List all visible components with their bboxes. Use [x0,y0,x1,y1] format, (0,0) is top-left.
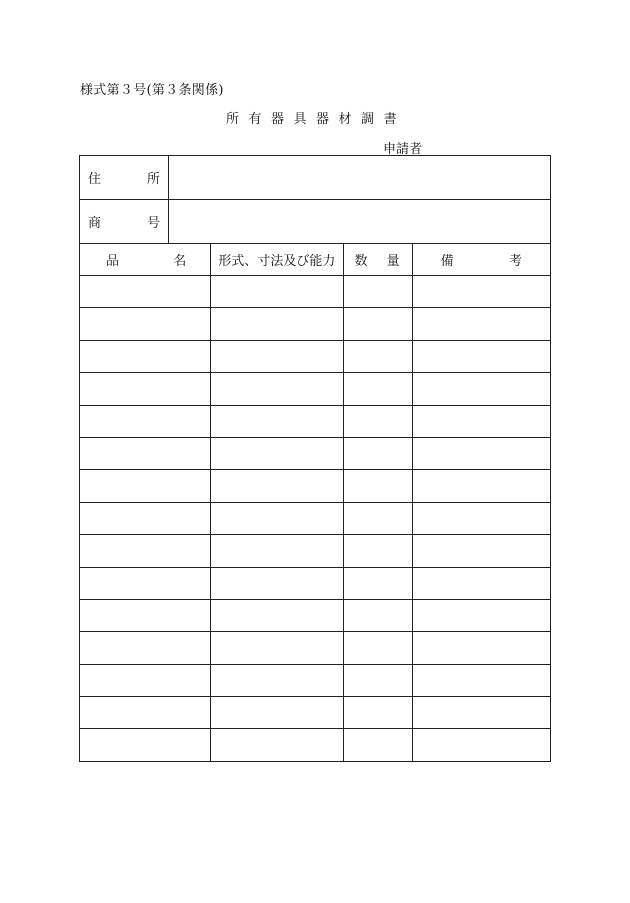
cell-item-name[interactable] [80,567,211,599]
cell-spec[interactable] [211,405,343,437]
cell-remarks[interactable] [412,405,550,437]
cell-spec[interactable] [211,664,343,696]
cell-spec[interactable] [211,276,343,308]
cell-spec[interactable] [211,308,343,340]
cell-item-name[interactable] [80,664,211,696]
address-field[interactable] [169,156,551,200]
cell-remarks[interactable] [412,470,550,502]
table-row [80,729,551,761]
cell-spec[interactable] [211,599,343,631]
cell-item-name[interactable] [80,502,211,534]
address-label-right: 所 [146,172,160,187]
cell-spec[interactable] [211,437,343,469]
header-quantity-left: 数 [354,254,368,269]
cell-remarks[interactable] [412,308,550,340]
address-label-left: 住 [88,172,102,187]
cell-item-name[interactable] [80,632,211,664]
cell-remarks[interactable] [412,437,550,469]
cell-item-name[interactable] [80,373,211,405]
address-row [80,156,551,200]
table-row [80,535,551,567]
cell-quantity[interactable] [343,567,412,599]
cell-quantity[interactable] [343,502,412,534]
header-item-name [80,244,211,276]
cell-spec[interactable] [211,697,343,729]
header-quantity-right: 量 [386,254,400,269]
table-row [80,599,551,631]
trade-name-label-left: 商 [88,216,102,231]
header-remarks-left: 備 [440,254,454,269]
cell-remarks[interactable] [412,340,550,372]
header-quantity [343,244,412,276]
cell-quantity[interactable] [343,697,412,729]
cell-remarks[interactable] [412,502,550,534]
cell-spec[interactable] [211,632,343,664]
cell-item-name[interactable] [80,276,211,308]
cell-item-name[interactable] [80,470,211,502]
trade-name-row [80,200,551,244]
equipment-table [79,243,551,762]
cell-item-name[interactable] [80,729,211,761]
table-row [80,340,551,372]
cell-quantity[interactable] [343,405,412,437]
table-row [80,632,551,664]
applicant-info-table [79,155,551,244]
table-row [80,405,551,437]
cell-spec[interactable] [211,502,343,534]
table-row [80,437,551,469]
cell-quantity[interactable] [343,664,412,696]
trade-name-label-right: 号 [146,216,160,231]
cell-quantity[interactable] [343,276,412,308]
table-row [80,373,551,405]
form-number: 様式第３号(第３条関係) [80,83,224,98]
cell-spec[interactable] [211,340,343,372]
cell-item-name[interactable] [80,599,211,631]
cell-item-name[interactable] [80,437,211,469]
cell-quantity[interactable] [343,340,412,372]
cell-quantity[interactable] [343,470,412,502]
trade-name-field[interactable] [169,200,551,244]
cell-quantity[interactable] [343,373,412,405]
cell-spec[interactable] [211,729,343,761]
trade-name-label-cell [80,200,169,244]
cell-quantity[interactable] [343,535,412,567]
header-remarks-right: 考 [508,254,522,269]
cell-remarks[interactable] [412,729,550,761]
cell-quantity[interactable] [343,729,412,761]
equipment-rows [80,276,551,762]
table-row [80,567,551,599]
cell-spec[interactable] [211,373,343,405]
cell-item-name[interactable] [80,405,211,437]
cell-remarks[interactable] [412,276,550,308]
cell-quantity[interactable] [343,437,412,469]
cell-item-name[interactable] [80,535,211,567]
header-item-name-right: 名 [173,254,187,269]
cell-remarks[interactable] [412,664,550,696]
cell-spec[interactable] [211,470,343,502]
cell-quantity[interactable] [343,308,412,340]
cell-quantity[interactable] [343,632,412,664]
cell-remarks[interactable] [412,599,550,631]
table-row [80,308,551,340]
header-item-name-left: 品 [106,254,120,269]
header-remarks [412,244,550,276]
cell-item-name[interactable] [80,308,211,340]
table-row [80,697,551,729]
header-spec: 形式、寸法及び能力 [211,244,343,276]
table-row [80,664,551,696]
cell-remarks[interactable] [412,697,550,729]
table-row [80,502,551,534]
cell-remarks[interactable] [412,567,550,599]
cell-quantity[interactable] [343,599,412,631]
applicant-label: 申請者 [383,142,423,157]
equipment-header-row [80,244,551,276]
cell-item-name[interactable] [80,340,211,372]
address-label-cell [80,156,169,200]
cell-remarks[interactable] [412,632,550,664]
cell-item-name[interactable] [80,697,211,729]
cell-spec[interactable] [211,567,343,599]
document-title: 所有器具器材調書 [226,112,407,127]
cell-remarks[interactable] [412,535,550,567]
table-row [80,276,551,308]
cell-remarks[interactable] [412,373,550,405]
table-row [80,470,551,502]
cell-spec[interactable] [211,535,343,567]
